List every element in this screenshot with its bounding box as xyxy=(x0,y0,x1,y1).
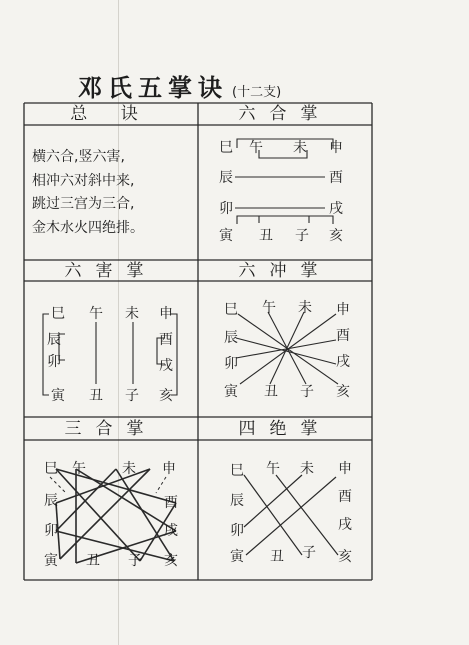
branch-chen: 辰 xyxy=(219,170,233,186)
branch-hai: 亥 xyxy=(336,384,350,400)
branch-xu: 戌 xyxy=(329,201,343,217)
branch-yin: 寅 xyxy=(51,388,65,404)
liuhai-heading: 六害掌 xyxy=(64,261,158,281)
branch-shen: 申 xyxy=(159,306,173,322)
branch-you: 酉 xyxy=(336,328,350,344)
branch-wei: 未 xyxy=(298,300,312,316)
page-subtitle: (十二支) xyxy=(232,85,282,100)
branch-yin: 寅 xyxy=(230,549,244,565)
branch-chou: 丑 xyxy=(259,228,273,244)
zongjue-rhyme xyxy=(32,146,144,240)
sanhe-diagram xyxy=(36,455,196,580)
branch-chen: 辰 xyxy=(44,493,58,509)
branch-shen: 申 xyxy=(336,302,350,318)
branch-mao: 卯 xyxy=(44,523,58,539)
branch-mao: 卯 xyxy=(224,356,238,372)
branch-xu: 戌 xyxy=(164,523,178,539)
zongjue-heading: 总 诀 xyxy=(70,104,152,124)
branch-yin: 寅 xyxy=(219,228,233,244)
branch-chou: 丑 xyxy=(86,553,100,569)
rhyme-line: 横六合,竖六害, xyxy=(32,149,125,165)
branch-hai: 亥 xyxy=(159,388,173,404)
sijue-diagram xyxy=(214,455,364,580)
branch-xu: 戌 xyxy=(338,517,352,533)
branch-zi: 子 xyxy=(295,228,309,244)
branch-chen: 辰 xyxy=(224,330,238,346)
liuhai-diagram xyxy=(35,300,195,410)
branch-yin: 寅 xyxy=(44,553,58,569)
branch-chen: 辰 xyxy=(47,332,61,348)
branch-xu: 戌 xyxy=(336,354,350,370)
rhyme-line: 相冲六对斜中来, xyxy=(32,172,135,189)
branch-wu: 午 xyxy=(249,140,263,156)
rhyme-line: 跳过三宫为三合, xyxy=(32,196,135,212)
branch-mao: 卯 xyxy=(47,354,61,370)
branch-chou: 丑 xyxy=(264,384,278,400)
branch-wei: 未 xyxy=(122,461,136,477)
branch-wu: 午 xyxy=(266,461,280,477)
branch-chou: 丑 xyxy=(270,549,284,565)
branch-si: 巳 xyxy=(44,461,58,477)
branch-zi: 子 xyxy=(300,384,314,400)
liuhe-diagram xyxy=(215,130,355,255)
branch-si: 巳 xyxy=(219,140,233,156)
branch-si: 巳 xyxy=(51,306,65,322)
branch-wei: 未 xyxy=(125,306,139,322)
branch-zi: 子 xyxy=(125,388,139,404)
branch-wu: 午 xyxy=(89,306,103,322)
branch-wei: 未 xyxy=(300,461,314,477)
sijue-heading: 四绝掌 xyxy=(238,419,332,439)
branch-wu: 午 xyxy=(262,300,276,316)
branch-chou: 丑 xyxy=(89,388,103,404)
branch-shen: 申 xyxy=(338,461,352,477)
sanhe-heading: 三合掌 xyxy=(64,419,158,439)
branch-chen: 辰 xyxy=(230,493,244,509)
branch-hai: 亥 xyxy=(329,228,343,244)
branch-yin: 寅 xyxy=(224,384,238,400)
liuhe-heading: 六合掌 xyxy=(238,104,332,124)
branch-zi: 子 xyxy=(128,553,142,569)
branch-hai: 亥 xyxy=(338,549,352,565)
branch-mao: 卯 xyxy=(230,523,244,539)
branch-you: 酉 xyxy=(164,495,178,511)
branch-si: 巳 xyxy=(230,463,244,479)
liuchong-heading: 六冲掌 xyxy=(238,261,332,281)
branch-shen: 申 xyxy=(329,140,343,156)
liuchong-diagram xyxy=(212,292,362,412)
branch-you: 酉 xyxy=(159,332,173,348)
page-title: 邓氏五掌诀 xyxy=(78,73,228,102)
branch-wu: 午 xyxy=(72,461,86,477)
branch-zi: 子 xyxy=(302,545,316,561)
branch-hai: 亥 xyxy=(164,553,178,569)
branch-si: 巳 xyxy=(224,302,238,318)
rhyme-line: 金木水火四绝排。 xyxy=(32,219,144,236)
branch-you: 酉 xyxy=(329,170,343,186)
branch-shen: 申 xyxy=(162,461,176,477)
branch-you: 酉 xyxy=(338,489,352,505)
branch-xu: 戌 xyxy=(159,358,173,374)
branch-wei: 未 xyxy=(293,140,307,156)
branch-mao: 卯 xyxy=(219,201,233,217)
